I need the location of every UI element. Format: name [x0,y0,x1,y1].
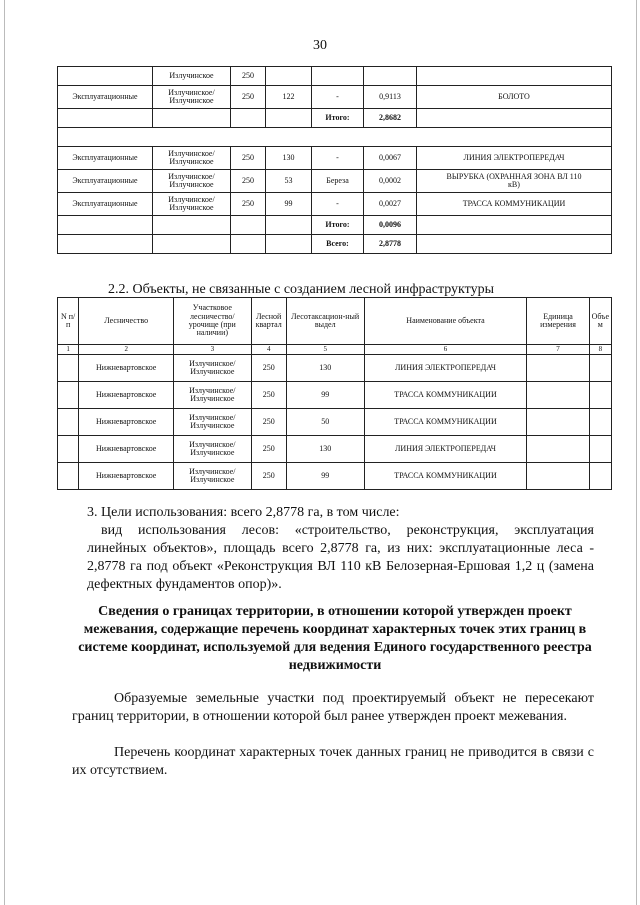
section-3-title: 3. Цели использования: всего 2,8778 га, в том числе: [87,505,400,520]
table1-cell-c4: 130 [266,147,312,170]
table1-cell-c2 [153,109,231,128]
table2-header-cell: Наименование объекта [364,298,527,345]
table2-cell: Излучинское/ Излучинское [174,409,251,436]
table2-cell: Излучинское/ Излучинское [174,436,251,463]
table2-cell: 50 [286,409,364,436]
table1-top-body [58,67,612,128]
table1-cell-c3: 250 [231,147,266,170]
table1-cell-c6 [364,67,417,86]
table2-cell [58,409,79,436]
section-2-2-title: 2.2. Объекты, не связанные с созданием лесной инфраструктуры [108,282,495,297]
table1-cell-c7 [417,216,612,235]
table2-cell: 250 [251,355,286,382]
table2-cell: 250 [251,436,286,463]
table1-row [58,67,612,86]
table1-row [58,235,612,254]
objects-table [57,297,612,490]
table2-row [58,463,612,490]
section-3-text: вид использования лесов: «строительство, реконструкция, эксплуатация линейных объектов», площадь всего 2,8778 га, из них: эксплуатационные леса - 2,8778 га под объект «Реконструкция ВЛ 110 кВ Белозерная-Ершовая 1,2 ц (замена дефектных фундаментов опор)». [87,523,594,592]
table2-index-row [58,345,612,355]
table1-cell-c7 [417,109,612,128]
table2-header-cell: Объе м [589,298,611,345]
table2-cell: Нижневартовское [79,436,174,463]
table1-cell-c1 [58,216,153,235]
table2-index-cell: 2 [79,345,174,355]
table2-cell: ТРАССА КОММУНИКАЦИИ [364,382,527,409]
table1-cell-c3: 250 [231,193,266,216]
table1-cell-c5: - [312,86,364,109]
table2-header-cell: Лесной квартал [251,298,286,345]
table2-cell: 250 [251,409,286,436]
table1-cell-c7: ВЫРУБКА (ОХРАННАЯ ЗОНА ВЛ 110 кВ) [417,170,612,193]
table2-cell [58,436,79,463]
table2-row [58,436,612,463]
table1-cell-c1 [58,67,153,86]
table2-index-cell: 7 [527,345,589,355]
table1-cell-c4 [266,109,312,128]
table2-header-cell: N п/п [58,298,79,345]
table2-body [58,355,612,490]
table2-cell [58,382,79,409]
table2-cell: 250 [251,382,286,409]
table1-cell-c3 [231,235,266,254]
table1-cell-c2: Излучинское/ Излучинское [153,147,231,170]
table2-cell [58,463,79,490]
table1-cell-c2: Излучинское [153,67,231,86]
table1-cell-c5: - [312,193,364,216]
table2-cell: Излучинское/ Излучинское [174,463,251,490]
table1-cell-c4: 53 [266,170,312,193]
table1-cell-c6: 0,0027 [364,193,417,216]
table1-cell-c5: Береза [312,170,364,193]
table1-cell-c6: 0,9113 [364,86,417,109]
paragraph-1: Образуемые земельные участки под проектируемый объект не пересекают границ территории, в отношении которой был ранее утвержден проект межевания. [72,691,594,724]
table1-cell-c5 [312,67,364,86]
table2-header [58,298,612,355]
table1-cell-c1: Эксплуатационные [58,86,153,109]
table1-cell-c2 [153,235,231,254]
table1-cell-c6: 0,0096 [364,216,417,235]
table1-bottom-body [58,147,612,254]
table2-cell [589,436,611,463]
table1-cell-c7: БОЛОТО [417,86,612,109]
table1-cell-c7 [417,235,612,254]
boundaries-heading: Сведения о границах территории, в отношении которой утвержден проект межевания, содержащие перечень координат характерных точек этих границ в системе координат, используемой для ведения Единого государственного реестра недвижимости [78,604,592,673]
table2-cell: Нижневартовское [79,463,174,490]
table2-cell: ТРАССА КОММУНИКАЦИИ [364,409,527,436]
table1-cell-c7: ЛИНИЯ ЭЛЕКТРОПЕРЕДАЧ [417,147,612,170]
table2-cell [589,382,611,409]
table1-cell-c6: 2,8682 [364,109,417,128]
table2-cell: Нижневартовское [79,355,174,382]
table1-cell-c4 [266,67,312,86]
table2-row [58,355,612,382]
table2-cell: 99 [286,463,364,490]
table1-cell-c2: Излучинское/ Излучинское [153,170,231,193]
table2-row [58,382,612,409]
table2-cell: 130 [286,355,364,382]
table2-index-cell: 1 [58,345,79,355]
table2-cell: ТРАССА КОММУНИКАЦИИ [364,463,527,490]
table1-cell-c5: Итого: [312,216,364,235]
table2-cell [58,355,79,382]
table1-cell-c3 [231,109,266,128]
table2-cell [589,463,611,490]
table1-cell-c6: 0,0067 [364,147,417,170]
table2-cell: ЛИНИЯ ЭЛЕКТРОПЕРЕДАЧ [364,355,527,382]
table1-row [58,86,612,109]
table1-cell-c4 [266,235,312,254]
table1-cell-c7 [417,67,612,86]
table2-header-row [58,298,612,345]
table2-index-cell: 4 [251,345,286,355]
table1-cell-c4: 122 [266,86,312,109]
table1-cell-c2: Излучинское/ Излучинское [153,193,231,216]
table1-cell-c1 [58,109,153,128]
table2-index-cell: 3 [174,345,251,355]
table2-header-cell: Единица измерения [527,298,589,345]
table1-cell-c4 [266,216,312,235]
table2-cell [527,382,589,409]
table1-cell-c2 [153,216,231,235]
table2-cell: Нижневартовское [79,409,174,436]
table2-index-cell: 5 [286,345,364,355]
table1-cell-c6: 2,8778 [364,235,417,254]
table2-cell [589,355,611,382]
table2-header-cell: Участковое лесничество/ урочище (при наличии) [174,298,251,345]
table1-cell-c2: Излучинское/ Излучинское [153,86,231,109]
page-number: 30 [313,38,327,53]
table1-row [58,170,612,193]
table2-cell [527,409,589,436]
scan-edge-right [636,0,637,905]
table1-cell-c5: Всего: [312,235,364,254]
plot-label [58,128,612,147]
table1-row [58,109,612,128]
table1-cell-c3 [231,216,266,235]
table2-cell: Нижневартовское [79,382,174,409]
table1-cell-c5: Итого: [312,109,364,128]
table1-cell-c3: 250 [231,170,266,193]
table1-row [58,147,612,170]
table2-cell: Излучинское/ Излучинское [174,355,251,382]
table2-index-cell: 8 [589,345,611,355]
table1-cell-c1: Эксплуатационные [58,147,153,170]
table2-header-cell: Лесотаксацион-ный выдел [286,298,364,345]
table2-cell: ЛИНИЯ ЭЛЕКТРОПЕРЕДАЧ [364,436,527,463]
table2-index-cell: 6 [364,345,527,355]
table2-cell [527,436,589,463]
table1-row [58,216,612,235]
table1-cell-c3: 250 [231,67,266,86]
table1-cell-c5: - [312,147,364,170]
table1-cell-c4: 99 [266,193,312,216]
table2-cell: Излучинское/ Излучинское [174,382,251,409]
table1-cell-c1 [58,235,153,254]
table2-header-cell: Лесничество [79,298,174,345]
table1-cell-c7: ТРАССА КОММУНИКАЦИИ [417,193,612,216]
table2-cell [589,409,611,436]
table2-cell [527,355,589,382]
table1-plot-row [58,128,612,147]
table2-cell: 250 [251,463,286,490]
scan-edge-left [4,0,5,905]
table1-cell-c1: Эксплуатационные [58,193,153,216]
table2-cell [527,463,589,490]
table2-row [58,409,612,436]
table1-cell-c3: 250 [231,86,266,109]
table1-cell-c6: 0,0002 [364,170,417,193]
table2-cell: 130 [286,436,364,463]
paragraph-2: Перечень координат характерных точек данных границ не приводится в связи с их отсутствием. [72,745,594,778]
forest-plots-table [57,66,612,254]
table1-row [58,193,612,216]
table2-cell: 99 [286,382,364,409]
table1-cell-c1: Эксплуатационные [58,170,153,193]
